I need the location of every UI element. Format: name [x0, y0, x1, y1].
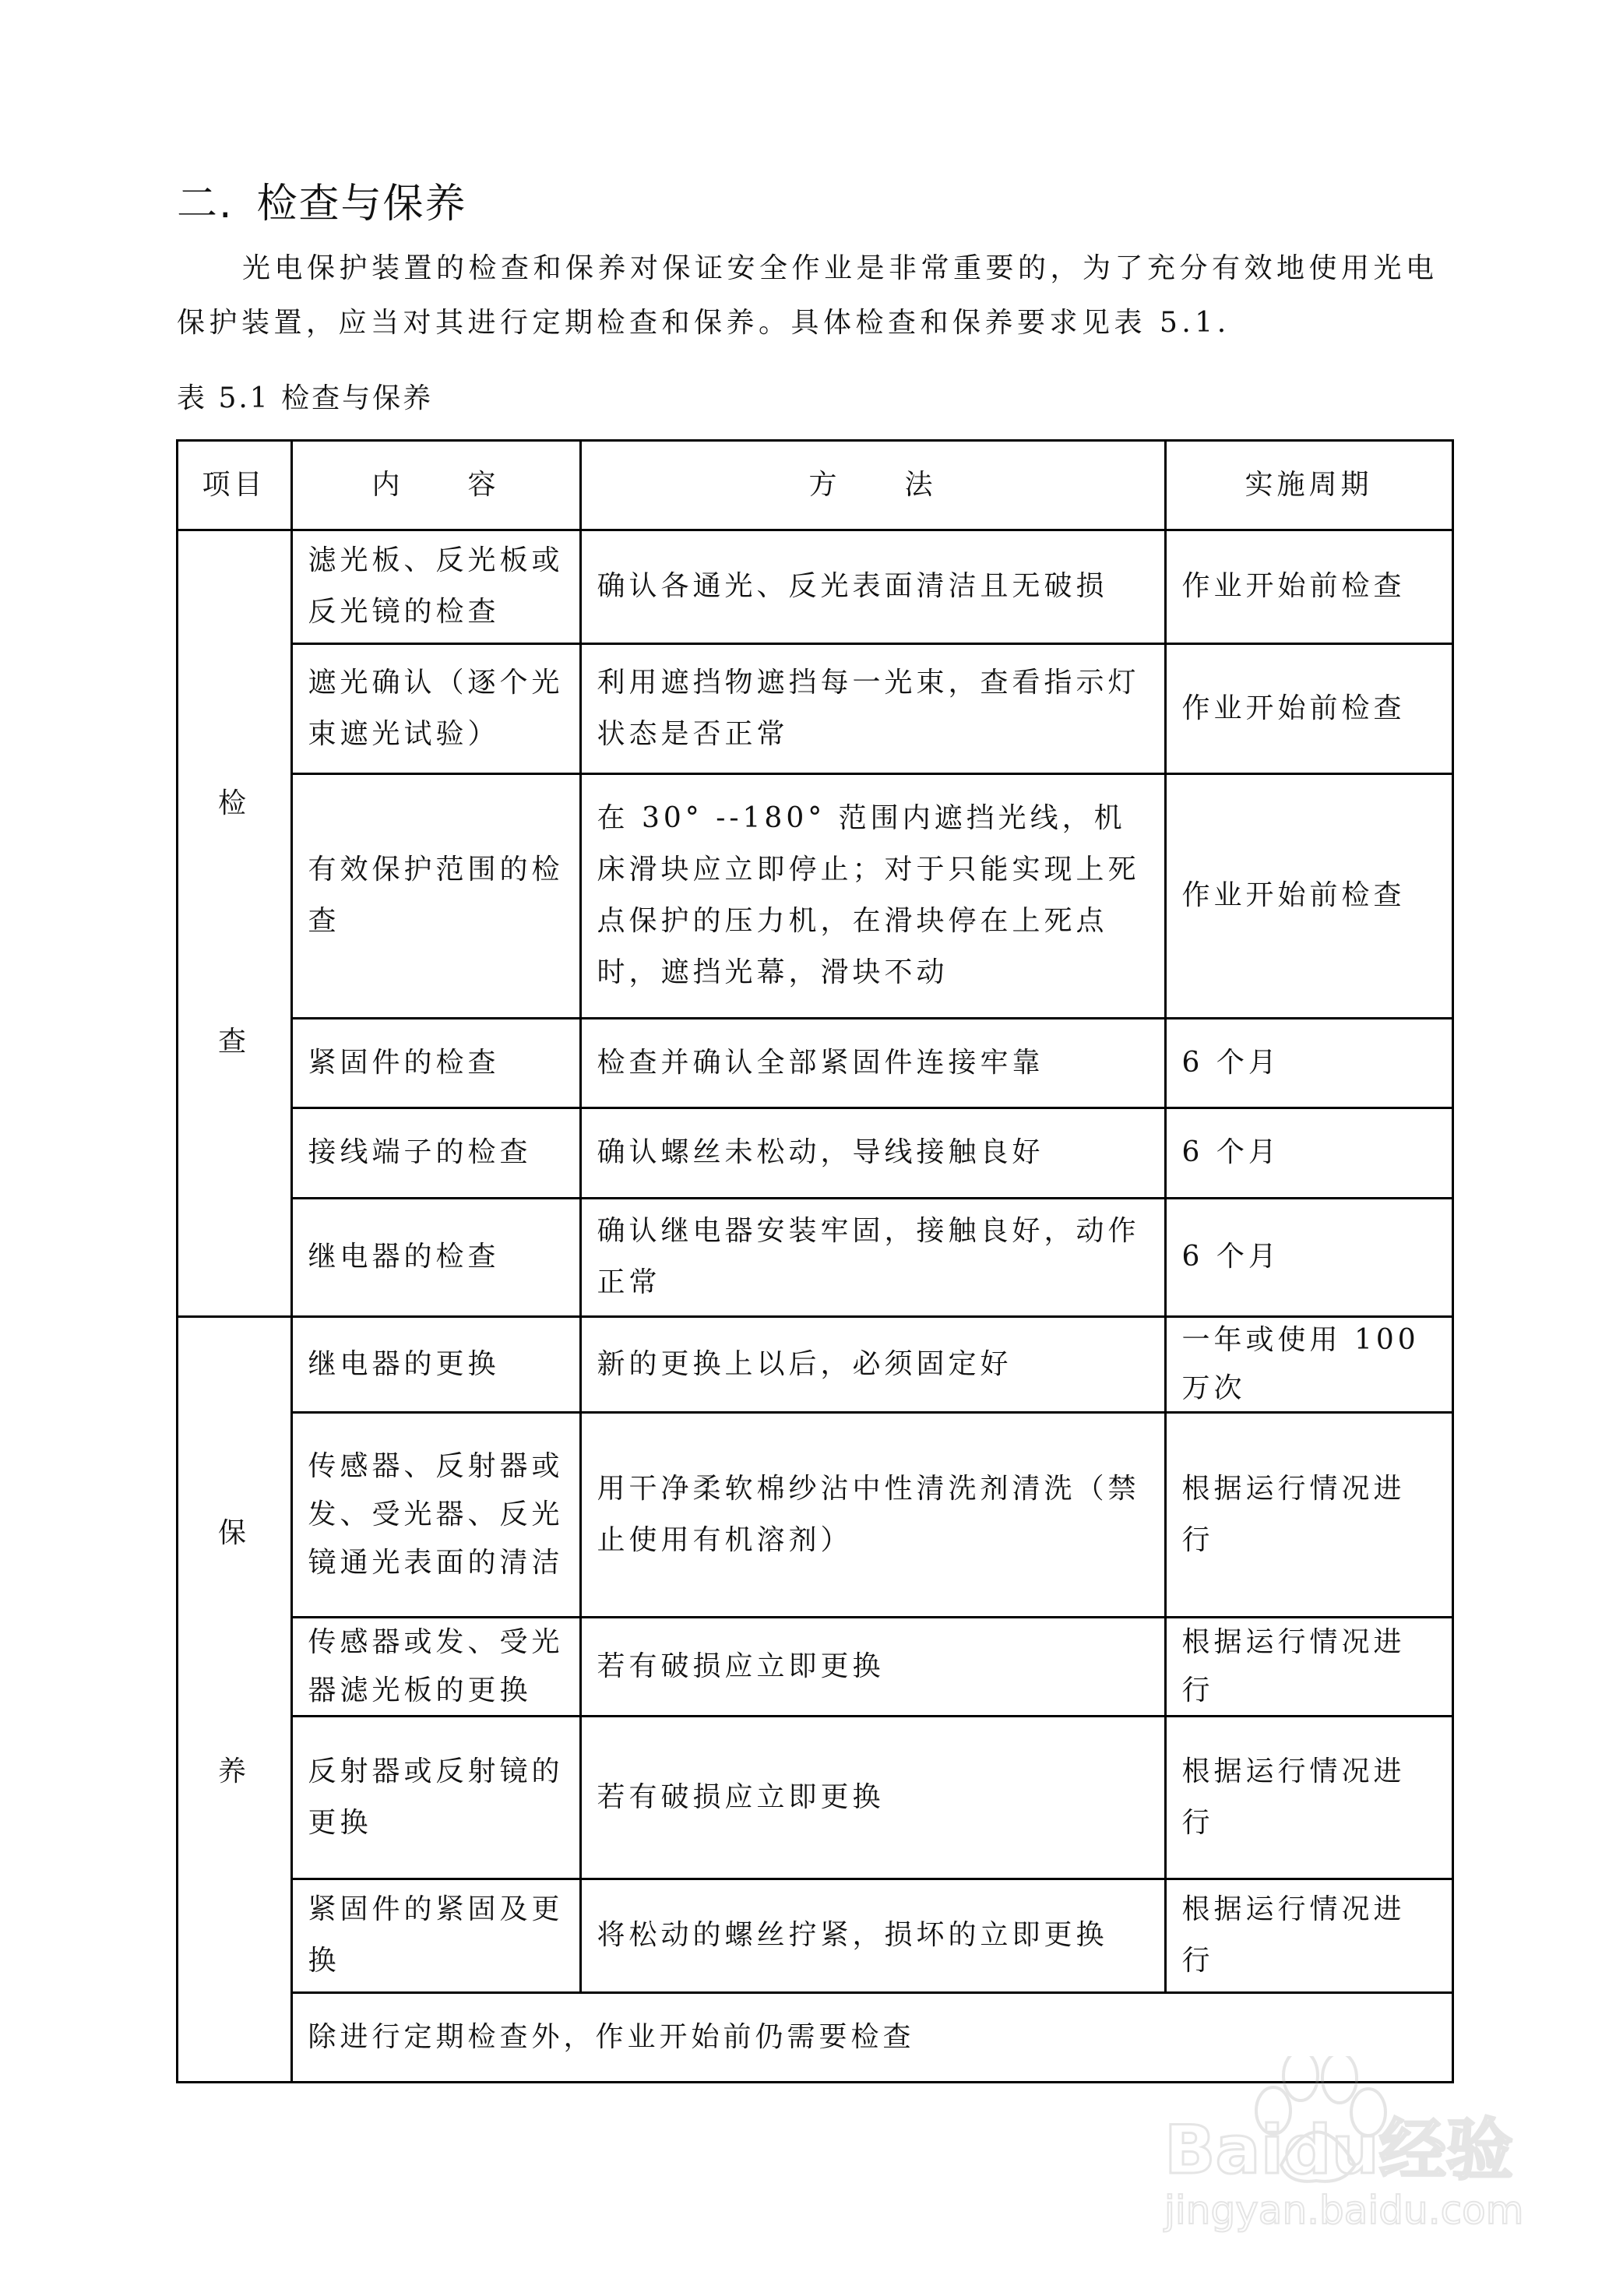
- table-row-2-period: 作业开始前检查: [1164, 773, 1454, 1019]
- table-row-4-method: 确认螺丝未松动，导线接触良好: [579, 1107, 1167, 1199]
- table-row-9-period: 根据运行情况进行: [1164, 1715, 1454, 1880]
- section-inspection: 检 查: [176, 529, 293, 1318]
- table-note: 除进行定期检查外，作业开始前仍需要检查: [290, 1991, 1454, 2083]
- table-row-2-method: 在 30° --180° 范围内遮挡光线，机床滑块应立即停止；对于只能实现上死点保护的压力机，在滑块停在上死点时，遮挡光幕，滑块不动: [579, 773, 1167, 1019]
- table-row-9-content: 反射器或反射镜的更换: [290, 1715, 582, 1880]
- watermark-url: jingyan.baidu.com: [1164, 2188, 1524, 2233]
- table-caption: 表 5.1 检查与保养: [177, 382, 434, 414]
- baidu-jingyan-watermark: [1149, 2056, 1554, 2243]
- table-row-8-period: 根据运行情况进行: [1164, 1616, 1454, 1717]
- table-row-7-period: 根据运行情况进行: [1164, 1411, 1454, 1618]
- table-row-1-period: 作业开始前检查: [1164, 643, 1454, 775]
- table-row-0-period: 作业开始前检查: [1164, 529, 1454, 645]
- table-row-1-content: 遮光确认（逐个光束遮光试验）: [290, 643, 582, 775]
- section-heading: [177, 176, 467, 232]
- watermark-brand: Baidu经验: [1164, 2111, 1513, 2189]
- header-period: 实施周期: [1164, 439, 1454, 531]
- intro-paragraph: 光电保护装置的检查和保养对保证安全作业是非常重要的，为了充分有效地使用光电保护装置，应当对其进行定期检查和保养。具体检查和保养要求见表 5.1.: [177, 252, 1438, 339]
- table-row-2-content: 有效保护范围的检查: [290, 773, 582, 1019]
- inspection-maintenance-table: [177, 440, 1452, 2082]
- table-row-8-method: 若有破损应立即更换: [579, 1616, 1167, 1717]
- section-number: 二.: [177, 181, 234, 227]
- table-row-10-method: 将松动的螺丝拧紧，损坏的立即更换: [579, 1878, 1167, 1994]
- table-row-5-period: 6 个月: [1164, 1197, 1454, 1318]
- table-row-0-method: 确认各通光、反光表面清洁且无破损: [579, 529, 1167, 645]
- table-row-7-method: 用干净柔软棉纱沾中性清洗剂清洗（禁止使用有机溶剂）: [579, 1411, 1167, 1618]
- table-row-4-period: 6 个月: [1164, 1107, 1454, 1199]
- table-row-8-content: 传感器或发、受光器滤光板的更换: [290, 1616, 582, 1717]
- header-item: 项目: [176, 439, 293, 531]
- table-row-0-content: 滤光板、反光板或反光镜的检查: [290, 529, 582, 645]
- table-row-3-method: 检查并确认全部紧固件连接牢靠: [579, 1017, 1167, 1109]
- table-row-6-content: 继电器的更换: [290, 1315, 582, 1414]
- header-content: 内 容: [290, 439, 582, 531]
- table-row-7-content: 传感器、反射器或发、受光器、反光镜通光表面的清洁: [290, 1411, 582, 1618]
- table-row-1-method: 利用遮挡物遮挡每一光束，查看指示灯状态是否正常: [579, 643, 1167, 775]
- table-row-3-content: 紧固件的检查: [290, 1017, 582, 1109]
- section-title: 检查与保养: [256, 181, 467, 227]
- table-row-3-period: 6 个月: [1164, 1017, 1454, 1109]
- table-row-6-period: 一年或使用 100 万次: [1164, 1315, 1454, 1414]
- header-method: 方 法: [579, 439, 1167, 531]
- table-row-10-period: 根据运行情况进行: [1164, 1878, 1454, 1994]
- table-row-6-method: 新的更换上以后，必须固定好: [579, 1315, 1167, 1414]
- table-row-5-content: 继电器的检查: [290, 1197, 582, 1318]
- table-row-9-method: 若有破损应立即更换: [579, 1715, 1167, 1880]
- table-row-5-method: 确认继电器安装牢固，接触良好，动作正常: [579, 1197, 1167, 1318]
- section-maintenance: 保 养: [176, 1315, 293, 2083]
- table-row-10-content: 紧固件的紧固及更换: [290, 1878, 582, 1994]
- table-row-4-content: 接线端子的检查: [290, 1107, 582, 1199]
